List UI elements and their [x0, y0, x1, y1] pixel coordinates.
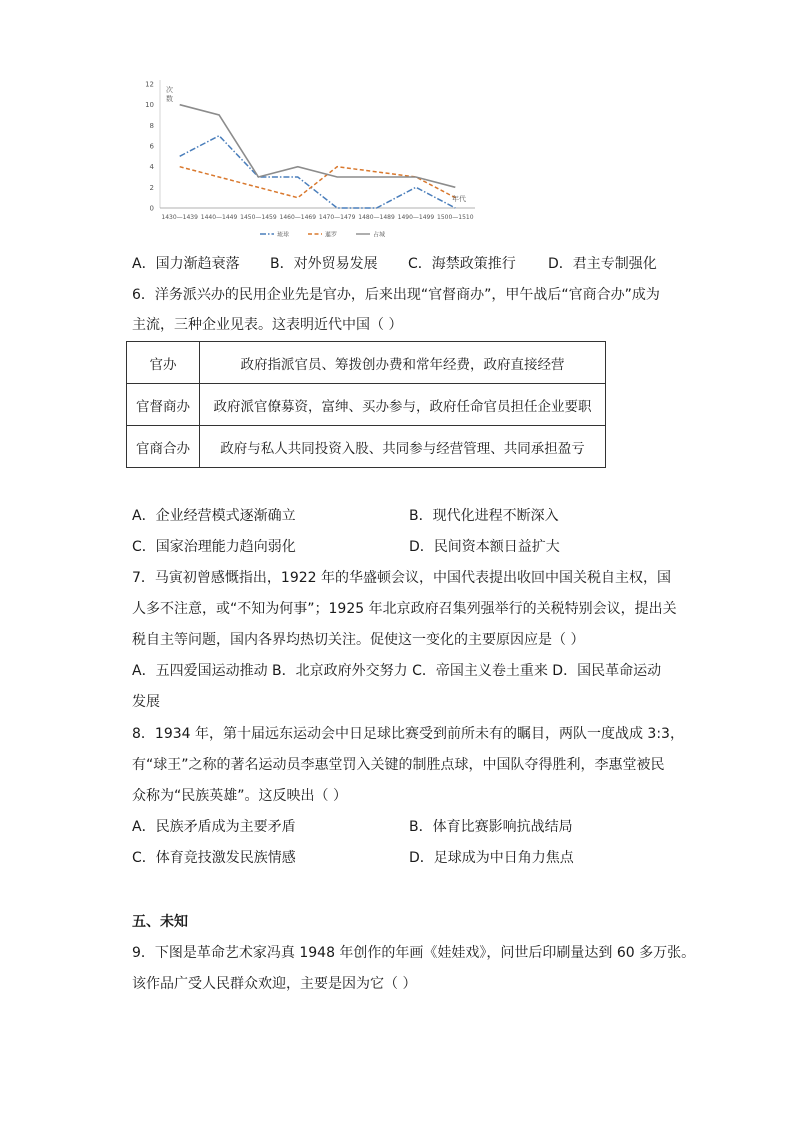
line-chart	[130, 62, 480, 242]
q5-option-a: A．国力渐趋衰落	[132, 256, 240, 272]
q8-option-d: D．足球成为中日角力焦点	[409, 850, 574, 866]
x-tick-label: 1440—1449	[200, 214, 238, 221]
q8-option-b: B．体育比赛影响抗战结局	[409, 819, 573, 835]
q6-option-d: D．民间资本额日益扩大	[409, 539, 560, 555]
q8-option-a: A．民族矛盾成为主要矛盾	[132, 819, 296, 835]
q8-line3: 众称为“民族英雄”。这反映出（ ）	[132, 788, 347, 804]
q5-option-b: B．对外贸易发展	[270, 256, 378, 272]
table-row	[127, 384, 606, 426]
legend-label: 暹罗	[325, 231, 338, 239]
x-tick-label: 1430—1439	[161, 214, 198, 221]
y-tick-label: 10	[145, 101, 154, 110]
q6-stem-line1: 6．洋务派兴办的民用企业先是官办，后来出现“官督商办”，甲午战后“官商合办”成为	[132, 287, 660, 303]
q6-option-a: A．企业经营模式逐渐确立	[132, 508, 296, 524]
q8-line2: 有“球王”之称的著名运动员李惠堂罚入关键的制胜点球，中国队夺得胜利，李惠堂被民	[132, 757, 665, 773]
table-cell-key: 官办	[127, 342, 200, 384]
y-axis-label: 次数	[166, 86, 173, 103]
table-cell-key: 官商合办	[127, 426, 200, 468]
table-cell-key: 官督商办	[127, 384, 200, 426]
y-tick-label: 12	[145, 80, 154, 89]
x-tick-label: 1470—1479	[318, 214, 356, 221]
y-tick-label: 2	[149, 183, 154, 192]
q8-line1: 8．1934 年，第十届远东运动会中日足球比赛受到前所未有的瞩目，两队一度战成 3:3，	[132, 726, 684, 742]
x-axis-label: 年代	[452, 195, 466, 203]
x-tick-label: 1480—1489	[358, 214, 395, 221]
table-cell-value: 政府派官僚募资，富绅、买办参与，政府任命官员担任企业要职	[200, 384, 606, 426]
q6-stem-line2: 主流，三种企业见表。这表明近代中国（ ）	[132, 317, 403, 333]
q7-line2: 人多不注意，或“不知为何事”；1925 年北京政府召集列强举行的关税特别会议，提出关	[132, 601, 677, 617]
y-tick-label: 4	[149, 163, 154, 172]
x-tick-label: 1490—1499	[397, 214, 435, 221]
q6-option-c: C．国家治理能力趋向弱化	[132, 539, 296, 555]
x-tick-label: 1460—1469	[279, 214, 317, 221]
q9-line1: 9．下图是革命艺术家冯真 1948 年创作的年画《娃娃戏》，问世后印刷量达到 60 多万张。	[132, 945, 696, 961]
y-tick-label: 8	[149, 121, 154, 130]
section-title: 五、未知	[132, 914, 188, 930]
q5-option-d: D．君主专制强化	[548, 256, 657, 272]
legend-label: 占城	[373, 231, 386, 239]
q5-option-c: C．海禁政策推行	[408, 256, 516, 272]
q7-options-wrap: 发展	[132, 694, 160, 710]
table-cell-value: 政府指派官员、筹拨创办费和常年经费，政府直接经营	[200, 342, 606, 384]
q7-line1: 7．马寅初曾感慨指出，1922 年的华盛顿会议，中国代表提出收回中国关税自主权，国	[132, 570, 671, 586]
table-row	[127, 342, 606, 384]
q6-option-b: B．现代化进程不断深入	[409, 508, 559, 524]
table-cell-value: 政府与私人共同投资入股、共同参与经营管理、共同承担盈亏	[200, 426, 606, 468]
y-tick-label: 6	[149, 142, 154, 151]
x-tick-label: 1450—1459	[240, 214, 277, 221]
q7-line3: 税自主等问题，国内各界均热切关注。促使这一变化的主要原因应是（ ）	[132, 632, 585, 648]
q9-line2: 该作品广受人民群众欢迎，主要是因为它（ ）	[132, 976, 417, 992]
series-line-占城	[180, 105, 456, 188]
q7-options: A．五四爱国运动推动 B．北京政府外交努力 C．帝国主义卷土重来 D．国民革命运动	[132, 663, 662, 679]
x-tick-label: 1500—1510	[437, 214, 474, 221]
legend-label: 琉球	[277, 231, 290, 239]
y-tick-label: 0	[149, 204, 154, 213]
table-row	[127, 426, 606, 468]
q8-option-c: C．体育竞技激发民族情感	[132, 850, 296, 866]
q6-table	[126, 341, 606, 468]
